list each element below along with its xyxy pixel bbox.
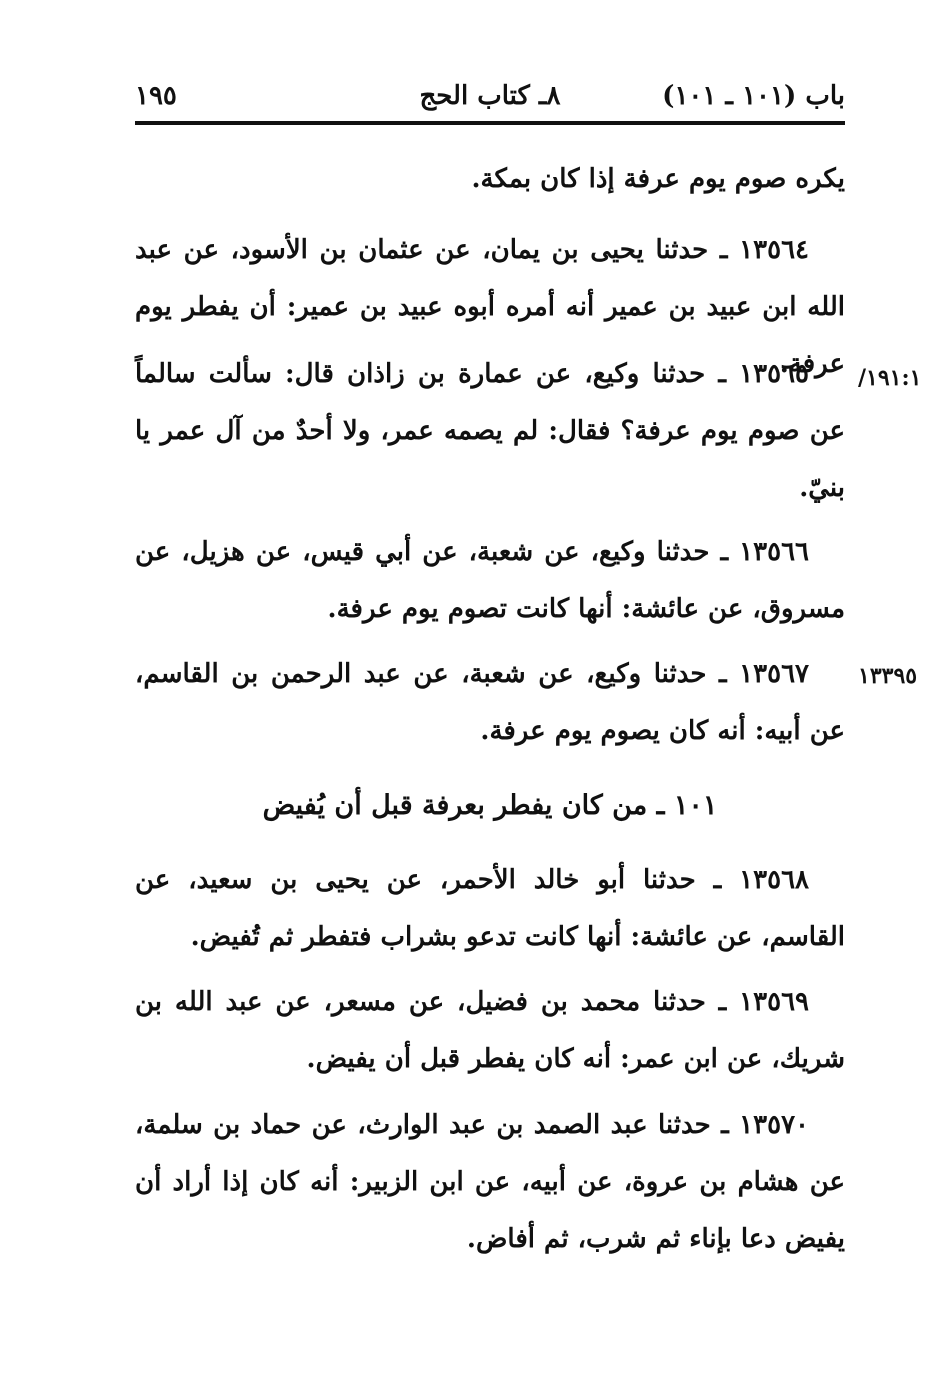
hadith-text: ـ حدثنا وكيع، عن عمارة بن زاذان قال: سألت سالماً عن صوم يوم عرفة؟ فقال: لم يصمه عمر، ولا أحدٌ من آل عمر يا بنيّ. (135, 359, 845, 503)
hadith-text: ـ حدثنا أبو خالد الأحمر، عن يحيى بن سعيد، عن القاسم، عن عائشة: أنها كانت تدعو بشراب فتفطر ثم تُفيض. (135, 865, 845, 952)
hadith-paragraph (135, 974, 845, 1088)
hadith-paragraph (135, 1097, 845, 1268)
hadith-number: ١٣٥٧٠ (739, 1110, 809, 1140)
page-number: ١٩٥ (135, 81, 177, 111)
hadith-text: ـ حدثنا يحيى بن يمان، عن عثمان بن الأسود، عن عبد الله ابن عبيد بن عمير أنه أمره أبوه عبيد بن عمير: أن يفطر يوم عرفة. (135, 235, 845, 379)
intro-line: يكره صوم يوم عرفة إذا كان بمكة. (471, 164, 845, 194)
hadith-paragraph (135, 346, 845, 517)
hadith-number: ١٣٥٦٥ (739, 359, 809, 389)
hadith-text: ـ حدثنا وكيع، عن شعبة، عن عبد الرحمن بن القاسم، عن أبيه: أنه كان يصوم يوم عرفة. (135, 659, 845, 746)
hadith-number: ١٣٥٦٨ (739, 865, 809, 895)
book-title: ٨ـ كتاب الحج (419, 81, 561, 111)
hadith-text: ـ حدثنا وكيع، عن شعبة، عن أبي قيس، عن هزيل، عن مسروق، عن عائشة: أنها كانت تصوم يوم عرفة. (135, 537, 845, 624)
margin-reference: ١٣٣٩٥ (858, 663, 918, 689)
header-rule (135, 121, 845, 125)
hadith-text: ـ حدثنا محمد بن فضيل، عن مسعر، عن عبد الله بن شريك، عن ابن عمر: أنه كان يفطر قبل أن يفيض. (135, 987, 845, 1074)
hadith-number: ١٣٥٦٤ (739, 235, 809, 265)
hadith-text: ـ حدثنا عبد الصمد بن عبد الوارث، عن حماد بن سلمة، عن هشام بن عروة، عن أبيه، عن ابن الزبير: أنه كان إذا أراد أن يفيض دعا بإناء ثم شرب، ثم أفاض. (135, 1110, 845, 1254)
hadith-paragraph (135, 646, 845, 760)
hadith-paragraph (135, 524, 845, 638)
hadith-number: ١٣٥٦٧ (739, 659, 809, 689)
running-header (135, 68, 845, 124)
section-heading: ١٠١ ـ من كان يفطر بعرفة قبل أن يُفيض (262, 790, 718, 821)
hadith-paragraph (135, 852, 845, 966)
hadith-number: ١٣٥٦٦ (739, 537, 809, 567)
chapter-range: باب (١٠١ ـ ١٠١) (662, 81, 845, 111)
margin-reference: ١٩١:١/ (858, 365, 922, 391)
hadith-number: ١٣٥٦٩ (739, 987, 809, 1017)
